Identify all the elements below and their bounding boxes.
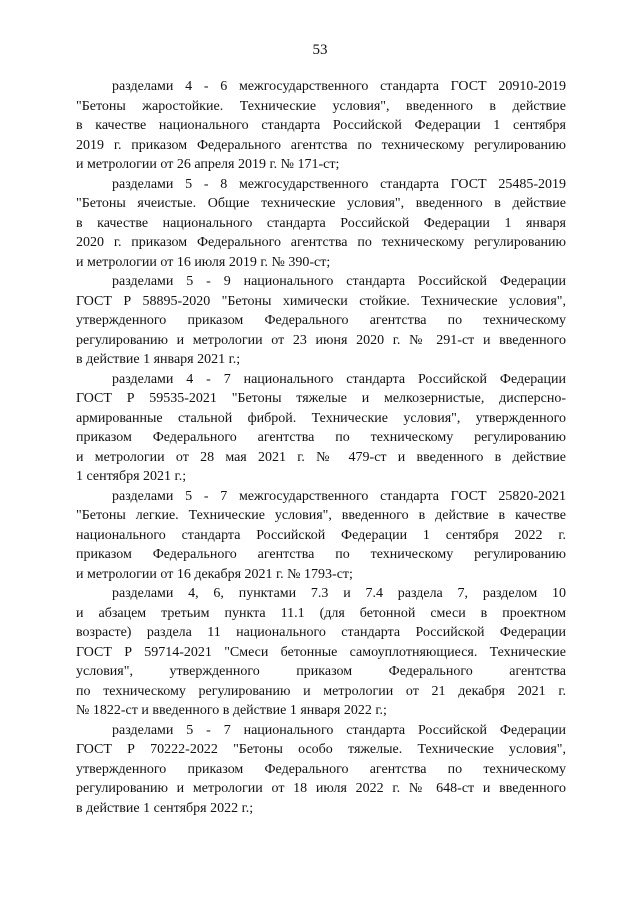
text-line: ГОСТ Р 59535-2021 "Бетоны тяжелые и мелкозернистые, дисперсно- xyxy=(76,391,566,406)
text-line: армированные стальной фиброй. Технические условия", утвержденного xyxy=(76,410,566,426)
text-line: утвержденного приказом Федерального агентства по техническому xyxy=(76,313,566,328)
text-line: в качестве национального стандарта Российской Федерации 1 января xyxy=(76,215,566,231)
text-line: и метрологии от 16 декабря 2021 г. № 1793-ст; xyxy=(76,566,353,582)
text-line: приказом Федерального агентства по техническому регулированию xyxy=(76,547,566,562)
text-line: разделами 5 - 8 межгосударственного стандарта ГОСТ 25485-2019 xyxy=(112,176,566,192)
page-number: 53 xyxy=(312,42,328,58)
text-line: разделами 5 - 7 межгосударственного стандарта ГОСТ 25820-2021 xyxy=(112,488,566,504)
text-line: ГОСТ Р 70222-2022 "Бетоны особо тяжелые. Технические условия", xyxy=(76,742,566,757)
text-line: "Бетоны жаростойкие. Технические условия", введенного в действие xyxy=(76,98,566,114)
text-line: 2019 г. приказом Федерального агентства по техническому регулированию xyxy=(76,137,566,153)
text-line: 1 сентября 2021 г.; xyxy=(76,469,187,484)
text-line: условия", утвержденного приказом Федерального агентства xyxy=(76,664,566,679)
text-line: 2020 г. приказом Федерального агентства по техническому регулированию xyxy=(76,235,566,250)
text-line: разделами 4 - 6 межгосударственного стандарта ГОСТ 20910-2019 xyxy=(112,79,566,94)
text-line: приказом Федерального агентства по техническому регулированию xyxy=(76,430,566,445)
text-line: разделами 4, 6, пунктами 7.3 и 7.4 раздела 7, разделом 10 xyxy=(112,586,566,601)
text-line: в качестве национального стандарта Российской Федерации 1 сентября xyxy=(76,118,566,133)
text-line: и абзацем третьим пункта 11.1 (для бетонной смеси в проектном xyxy=(76,605,566,621)
paragraph xyxy=(76,584,566,721)
text-line: "Бетоны легкие. Технические условия", введенного в действие в качестве xyxy=(76,508,566,523)
text-line: № 1822-ст и введенного в действие 1 января 2022 г.; xyxy=(76,703,387,718)
text-line: возрасте) раздела 11 национального стандарта Российской Федерации xyxy=(76,625,566,640)
text-line: и метрологии от 26 апреля 2019 г. № 171-ст; xyxy=(76,157,340,172)
text-line: ГОСТ Р 58895-2020 "Бетоны химически стойкие. Технические условия", xyxy=(76,293,566,309)
text-line: разделами 5 - 7 национального стандарта Российской Федерации xyxy=(112,722,566,738)
text-line: разделами 5 - 9 национального стандарта Российской Федерации xyxy=(112,274,566,289)
paragraph xyxy=(76,370,566,487)
text-line: "Бетоны ячеистые. Общие технические условия", введенного в действие xyxy=(76,196,566,211)
paragraph xyxy=(76,272,566,370)
paragraph xyxy=(76,77,566,175)
text-line: в действие 1 января 2021 г.; xyxy=(76,352,241,367)
body-text xyxy=(76,77,566,818)
text-line: разделами 4 - 7 национального стандарта Российской Федерации xyxy=(112,371,566,387)
paragraph xyxy=(76,487,566,585)
text-line: утвержденного приказом Федерального агентства по техническому xyxy=(76,761,566,777)
paragraph xyxy=(76,175,566,273)
text-line: регулированию и метрологии от 23 июня 2020 г. № 291-ст и введенного xyxy=(76,332,566,348)
text-line: и метрологии от 28 мая 2021 г. № 479-ст и введенного в действие xyxy=(76,449,566,465)
text-line: национального стандарта Российской Федерации 1 сентября 2022 г. xyxy=(76,527,566,543)
paragraph xyxy=(76,721,566,819)
text-line: по техническому регулированию и метрологии от 21 декабря 2021 г. xyxy=(76,683,566,699)
text-line: регулированию и метрологии от 18 июля 2022 г. № 648-ст и введенного xyxy=(76,781,566,796)
text-line: ГОСТ Р 59714-2021 "Смеси бетонные самоуплотняющиеся. Технические xyxy=(76,644,566,660)
text-line: в действие 1 сентября 2022 г.; xyxy=(76,800,254,816)
text-line: и метрологии от 16 июля 2019 г. № 390-ст; xyxy=(76,254,331,270)
